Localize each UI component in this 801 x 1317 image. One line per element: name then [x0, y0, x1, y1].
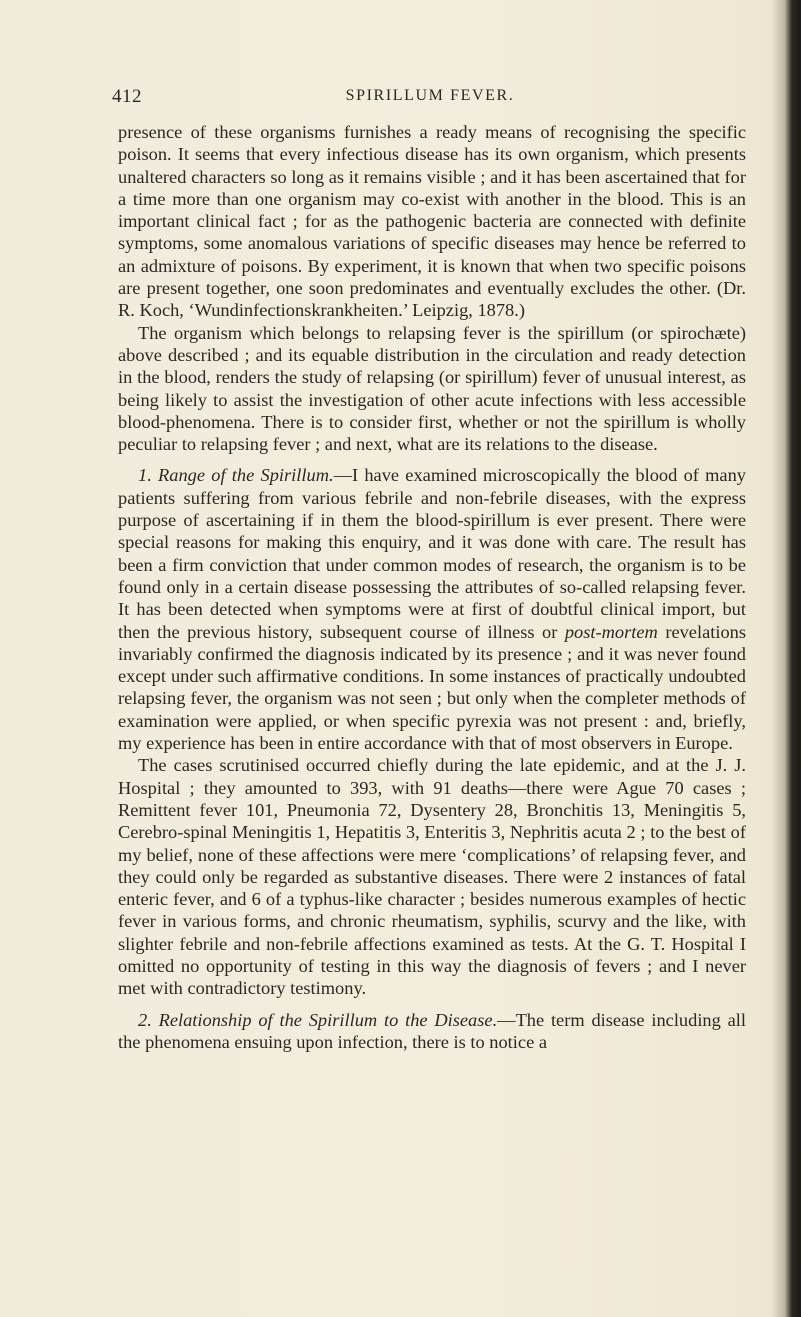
- paragraph-3-text: —I have examined microscopically the blood of many patients suffering from various febrile and non-febrile diseases, with the express purpose of ascertaining if in them the blood-spirillum is ever present. There were special reasons for making this enquiry, and it was done with care. The result has been a firm conviction that under common modes of research, the organism is to be found only in a certain disease possessing the attributes of so-called relapsing fever. It has been detected when symptoms were at first of doubtful clinical import, but then the previous history, subsequent course of illness or: [118, 465, 746, 642]
- page-header: [112, 86, 748, 112]
- italic-post-mortem: post-mortem: [564, 621, 658, 642]
- page-binding-shadow: [771, 0, 801, 1317]
- paragraph-cases: The cases scrutinised occurred chiefly during the late epidemic, and at the J. J. Hospital ; they amounted to 393, with 91 deaths—there were Ague 70 cases ; Remittent fever 101, Pneumonia 72, Dysentery 28, Bronchitis 13, Meningitis 5, Cerebro-spinal Meningitis 1, Hepatitis 3, Enteritis 3, Nephritis acuta 2 ; to the best of my belief, none of these affections were mere ‘complications’ of relapsing fever, and they could only be regarded as substantive diseases. There were 2 instances of fatal enteric fever, and 6 of a typhus-like character ; besides numerous examples of hectic fever in various forms, and chronic rheumatism, syphilis, scurvy and the like, with slighter febrile and non-febrile affections examined as tests. At the G. T. Hospital I omitted no opportunity of testing in this way the diagnosis of fevers ; and I never met with contradictory testimony.: [118, 755, 746, 999]
- paragraph-3-text-after: revelations invariably confirmed the diagnosis indicated by its presence ; and it was never found except under such affirmative conditions. In some instances of practically undoubted relapsing fever, the organism was not seen ; but only when the completer methods of examination were applied, or when specific pyrexia was not present : and, briefly, my experience has been in entire accordance with that of most observers in Europe.: [118, 621, 746, 754]
- paragraph-5-text: —The term disease including all the phenomena ensuing upon infection, there is to notice a: [118, 1009, 746, 1052]
- section-heading-relationship: 2. Relationship of the Spirillum to the Disease.: [138, 1009, 498, 1030]
- paragraph-relationship: [118, 1009, 746, 1054]
- section-heading-range: 1. Range of the Spirillum.: [138, 465, 334, 486]
- page-number: 412: [112, 86, 142, 107]
- running-head: SPIRILLUM FEVER.: [345, 87, 515, 104]
- paragraph-range-of-spirillum: [118, 464, 746, 754]
- paragraph-1: presence of these organisms furnishes a ready means of recognising the specific poison. It seems that every infectious disease has its own organism, which presents unaltered characters so long as it remains visible ; and it has been ascertained that for a time more than one organism may co-exist with another in the blood. This is an important clinical fact ; for as the pathogenic bacteria are connected with definite symptoms, some anomalous variations of specific diseases may hence be referred to an admixture of poisons. By experiment, it is known that when two specific poisons are present together, one soon predominates and eventually excludes the other. (Dr. R. Koch, ‘Wundinfectionskrankheiten.’ Leipzig, 1878.): [118, 122, 746, 321]
- paragraph-2: The organism which belongs to relapsing fever is the spirillum (or spirochæte) above described ; and its equable distribution in the circulation and ready detection in the blood, renders the study of relapsing (or spirillum) fever of unusual interest, as being likely to assist the investigation of other acute infections with less accessible blood-phenomena. There is to consider first, whether or not the spirillum is wholly peculiar to relapsing fever ; and next, what are its relations to the disease.: [118, 322, 746, 455]
- body-text: [118, 121, 746, 1053]
